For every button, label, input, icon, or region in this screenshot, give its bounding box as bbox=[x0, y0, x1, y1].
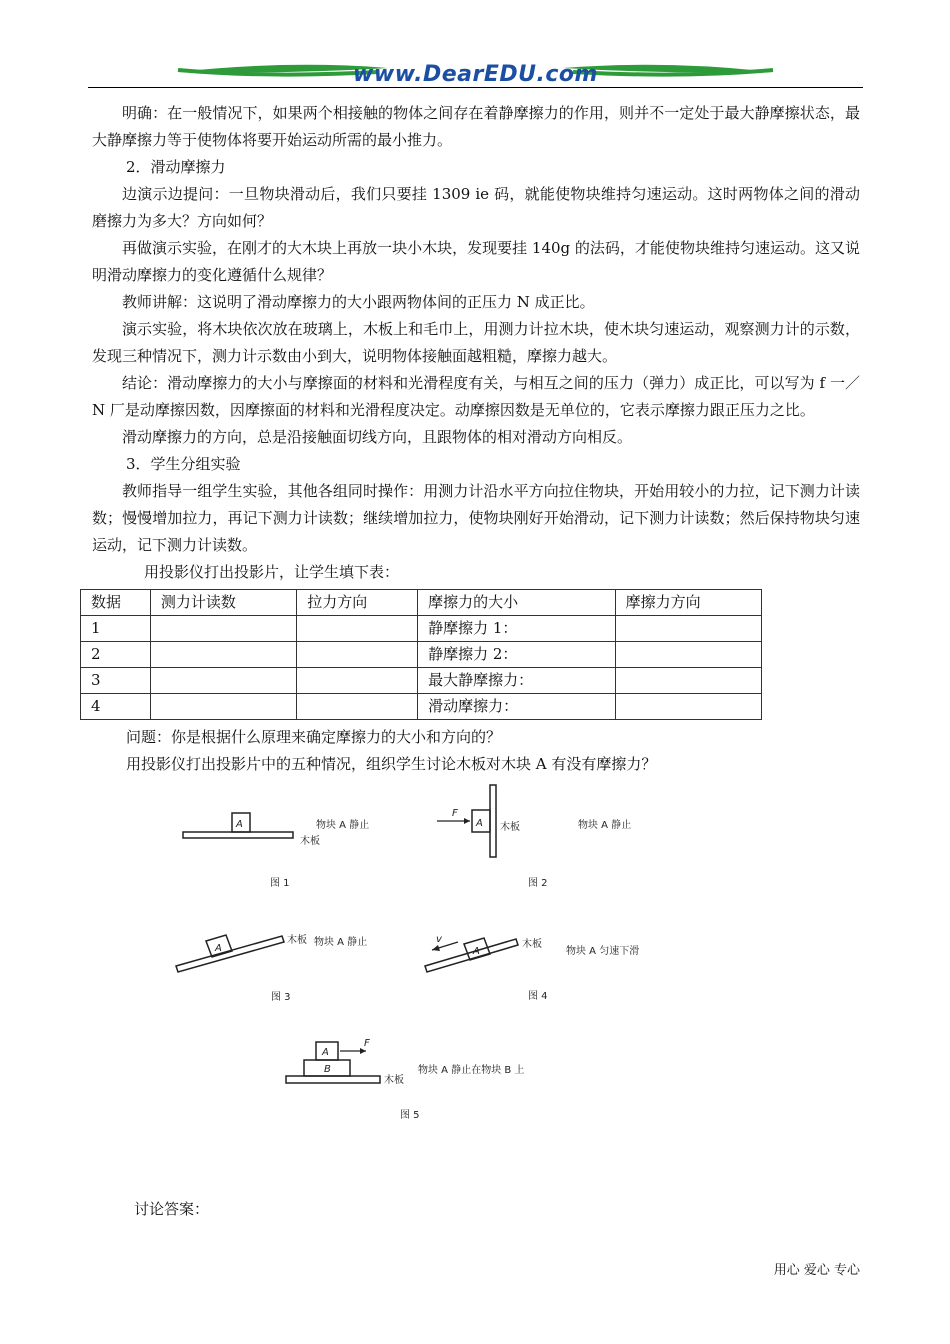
block-b-label: B bbox=[324, 1064, 331, 1075]
table-header-cell: 摩擦力的大小 bbox=[418, 590, 615, 616]
figure-4 bbox=[425, 934, 639, 1002]
force-label: F bbox=[452, 808, 458, 819]
figure-3 bbox=[176, 933, 367, 1003]
board-label: 木板 bbox=[522, 939, 542, 950]
block-label: A bbox=[236, 819, 243, 830]
board-label: 木板 bbox=[287, 935, 307, 946]
block-a-label: A bbox=[322, 1047, 329, 1058]
board-shape bbox=[490, 785, 496, 857]
table-header-cell: 数据 bbox=[81, 590, 151, 616]
table-cell: 2 bbox=[81, 642, 151, 668]
paragraph-conclusion: 结论：滑动摩擦力的大小与摩擦面的材料和光滑程度有关，与相互之间的压力（弹力）成正比，可以写为 f 一／N 厂是动摩擦因数，因摩擦面的材料和光滑程度决定。动摩擦因数是无单位的，它表示摩擦力跟正压力之比。 bbox=[92, 374, 860, 419]
table-cell: 最大静摩擦力： bbox=[418, 668, 615, 694]
figure-caption: 图 5 bbox=[400, 1110, 420, 1121]
state-label: 物块 A 静止在物块 B 上 bbox=[418, 1065, 525, 1076]
arrow-head-icon bbox=[464, 818, 470, 824]
paragraph-question: 问题：你是根据什么原理来确定摩擦力的大小和方向的？ bbox=[126, 728, 502, 746]
table-header-cell: 摩擦力方向 bbox=[615, 590, 761, 616]
board-shape bbox=[183, 832, 293, 838]
paragraph-discussion: 用投影仪打出投影片中的五种情况，组织学生讨论木板对木块 A 有没有摩擦力？ bbox=[126, 755, 657, 773]
paragraph-group-experiment: 教师指导一组学生实验，其他各组同时操作：用测力计沿水平方向拉住物块，开始用较小的力拉，记下测力计读数；慢慢增加拉力，再记下测力计读数；继续增加拉力，使物块刚好开始滑动，记下测力计读数；然后保持物块匀速运动，记下测力计读数。 bbox=[92, 482, 860, 554]
table-cell: 1 bbox=[81, 616, 151, 642]
section-heading-2: 2．滑动摩擦力 bbox=[126, 158, 226, 176]
board-label: 木板 bbox=[384, 1075, 404, 1086]
paragraph-table-intro: 用投影仪打出投影片，让学生填下表： bbox=[144, 563, 400, 581]
figure-2 bbox=[437, 785, 631, 889]
table-header-cell: 测力计读数 bbox=[150, 590, 296, 616]
state-label: 物块 A 静止 bbox=[316, 820, 370, 831]
state-label: 物块 A 匀速下滑 bbox=[566, 946, 640, 957]
table-cell: 滑动摩擦力： bbox=[418, 694, 615, 720]
figure-caption: 图 3 bbox=[271, 992, 291, 1003]
figure-5 bbox=[286, 1038, 524, 1121]
table-cell: 静摩擦力 1： bbox=[418, 616, 615, 642]
paragraph-demo-question: 边演示边提问：一旦物块滑动后，我们只要挂 1309 ie 码，就能使物块维持匀速运动。这时两物体之间的滑动磨擦力为多大？方向如何？ bbox=[92, 185, 860, 230]
velocity-label: v bbox=[436, 934, 442, 945]
section-heading-3: 3．学生分组实验 bbox=[126, 455, 241, 473]
block-label: A bbox=[476, 818, 483, 829]
force-label: F bbox=[364, 1038, 370, 1049]
board-label: 木板 bbox=[300, 836, 320, 847]
state-label: 物块 A 静止 bbox=[314, 937, 368, 948]
board-shape bbox=[176, 936, 284, 972]
board-shape bbox=[286, 1076, 380, 1083]
table-cell: 3 bbox=[81, 668, 151, 694]
arrow-head-icon bbox=[432, 945, 440, 951]
table-cell: 静摩擦力 2： bbox=[418, 642, 615, 668]
paragraph-clarify: 明确：在一般情况下，如果两个相接触的物体之间存在着静摩擦力的作用，则并不一定处于最大静摩擦状态，最大静摩擦力等于使物体将要开始运动所需的最小推力。 bbox=[92, 104, 860, 149]
state-label: 物块 A 静止 bbox=[578, 820, 632, 831]
site-logo-text: www.DearEDU.com bbox=[353, 62, 598, 87]
table-cell: 4 bbox=[81, 694, 151, 720]
figure-caption: 图 4 bbox=[528, 991, 548, 1002]
figure-caption: 图 1 bbox=[270, 878, 290, 889]
board-label: 木板 bbox=[500, 822, 520, 833]
block-label: A bbox=[473, 946, 480, 957]
paragraph-direction: 滑动摩擦力的方向，总是沿接触面切线方向，且跟物体的相对滑动方向相反。 bbox=[122, 428, 633, 446]
page-footer: 用心 爱心 专心 bbox=[773, 1263, 860, 1278]
paragraph-teacher-explain: 教师讲解：这说明了滑动摩擦力的大小跟两物体间的正压力 N 成正比。 bbox=[122, 293, 595, 311]
block-label: A bbox=[215, 943, 222, 954]
figure-1 bbox=[183, 813, 369, 889]
paragraph-demo-surfaces: 演示实验，将木块依次放在玻璃上，木板上和毛巾上，用测力计拉木块，使木块匀速运动，观察测力计的示数，发现三种情况下，测力计示数由小到大，说明物体接触面越粗糙，摩擦力越大。 bbox=[92, 320, 860, 365]
discussion-answer-label: 讨论答案： bbox=[134, 1200, 210, 1218]
paragraph-demo-again: 再做演示实验，在刚才的大木块上再放一块小木块，发现要挂 140g 的法码，才能使物块维持匀速运动。这又说明滑动摩擦力的变化遵循什么规律？ bbox=[92, 239, 860, 284]
table-header-cell: 拉力方向 bbox=[297, 590, 418, 616]
figure-caption: 图 2 bbox=[528, 878, 548, 889]
